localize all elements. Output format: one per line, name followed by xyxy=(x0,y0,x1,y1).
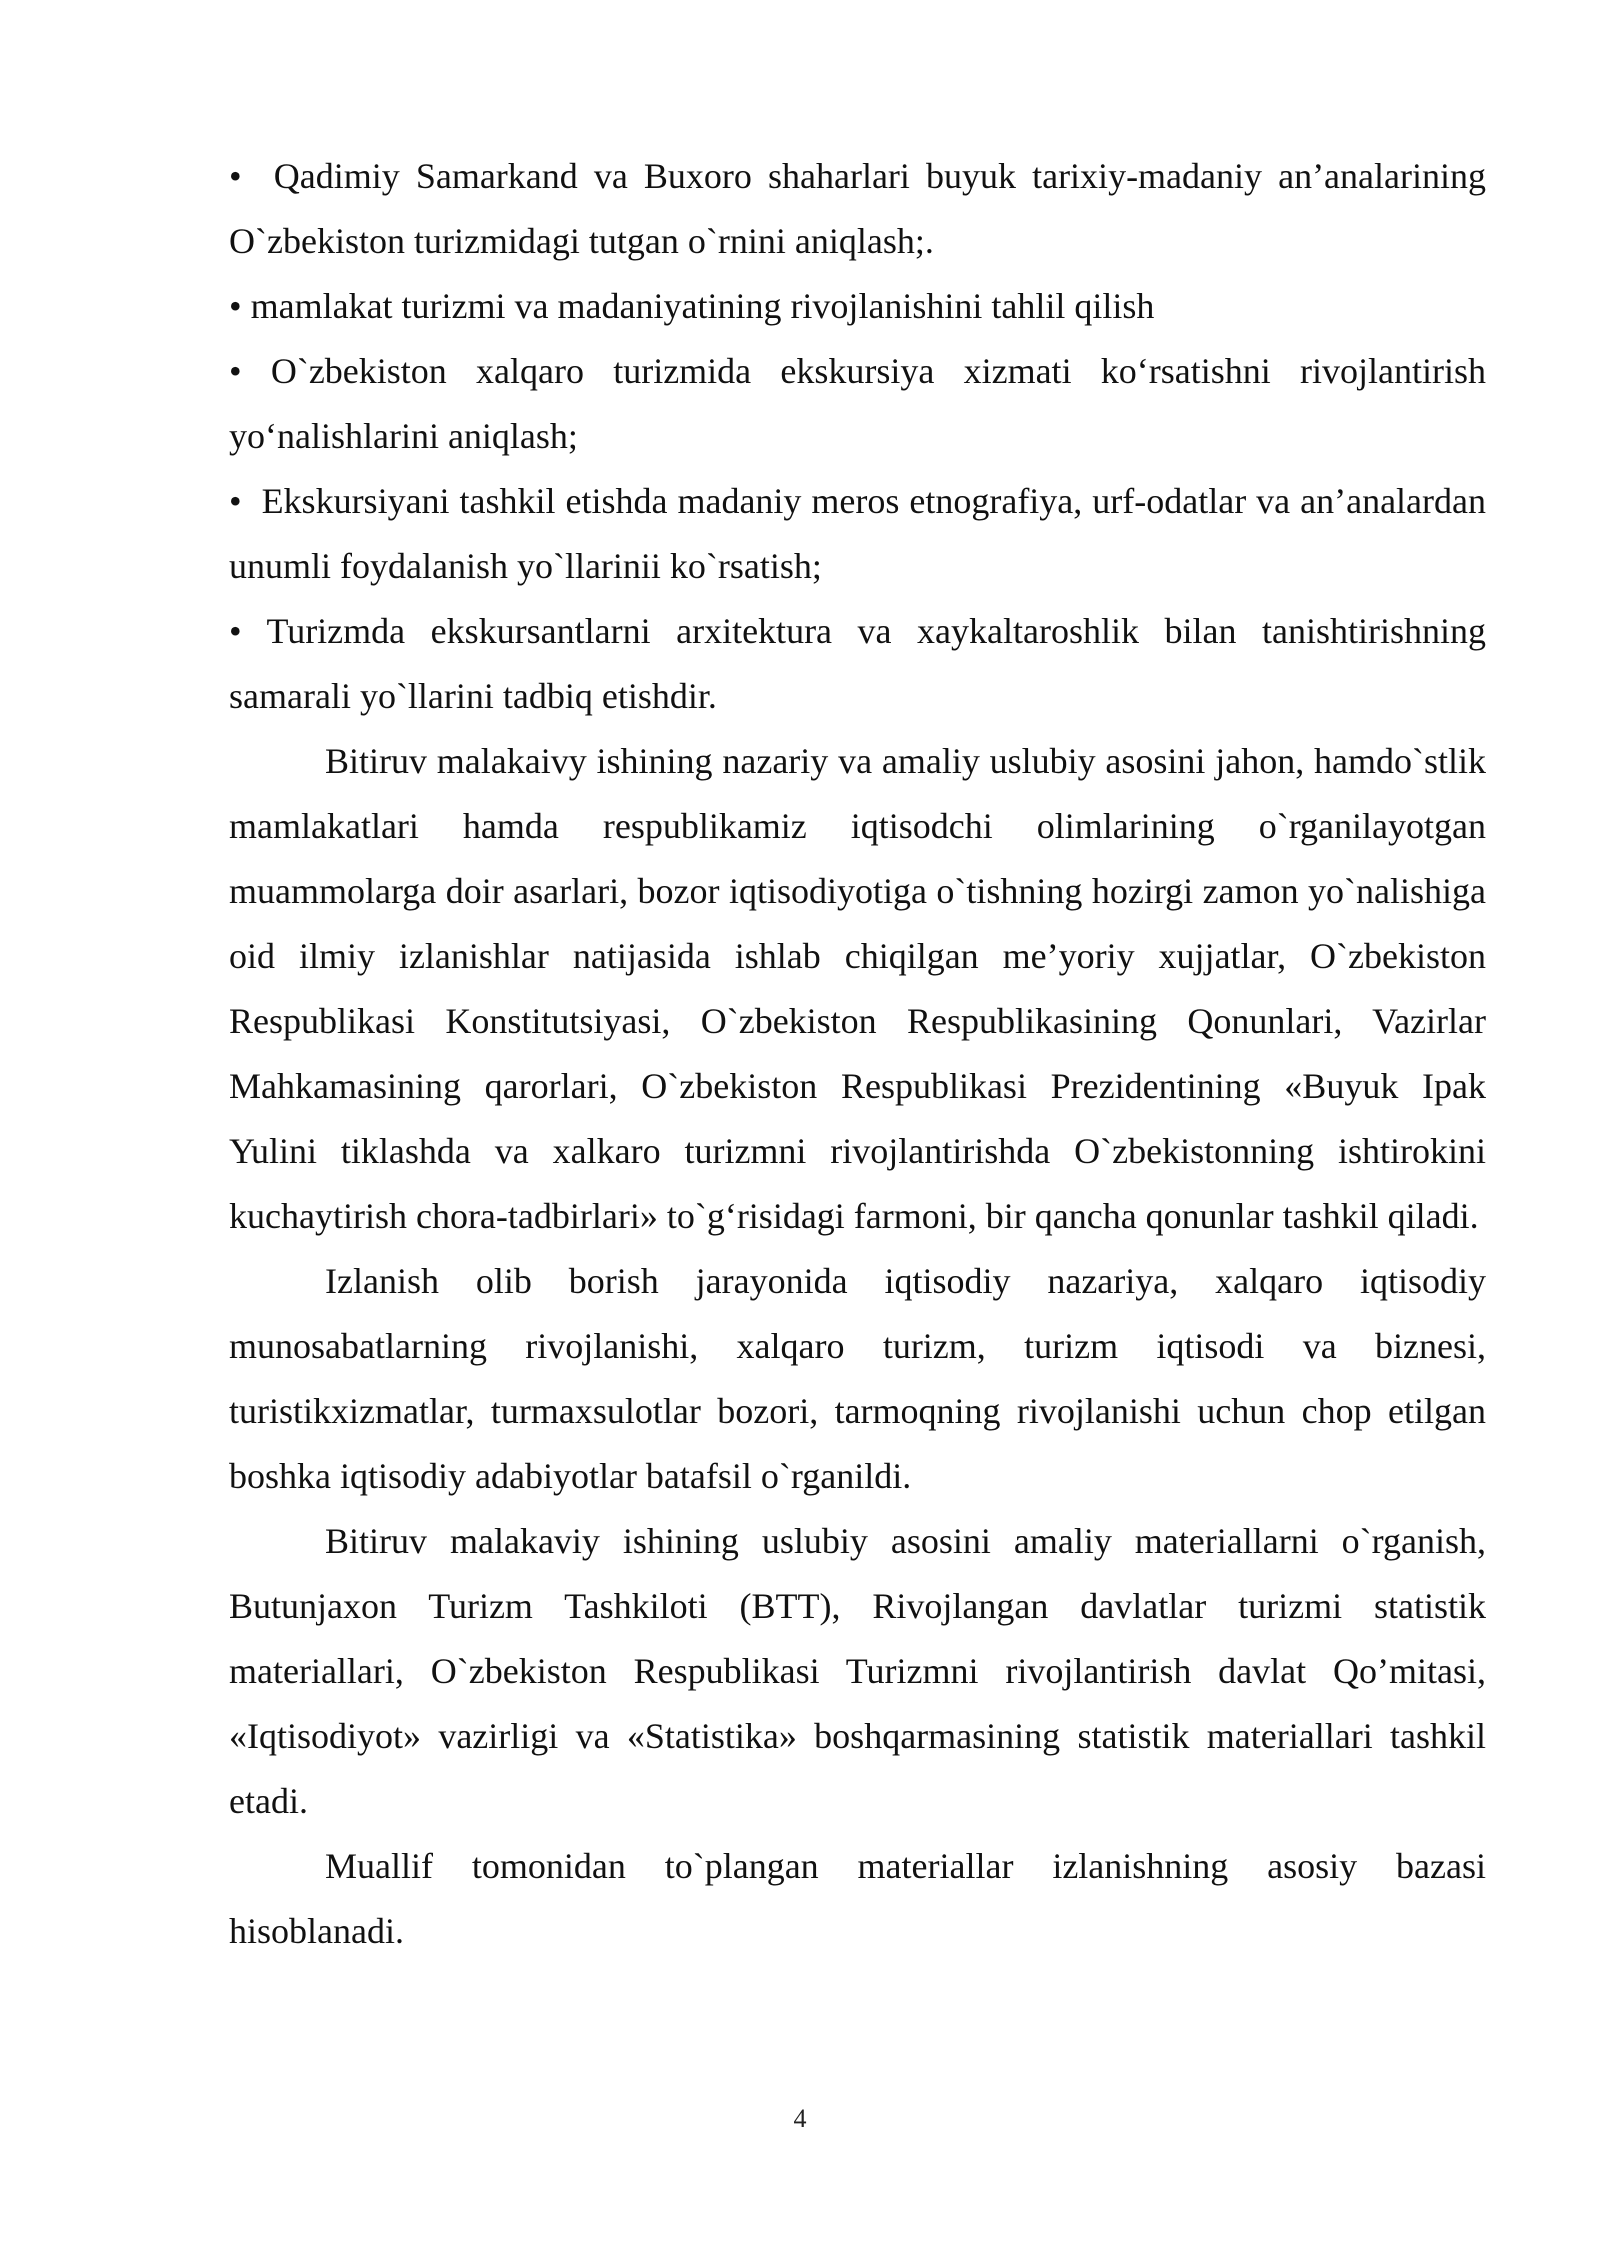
bullet-item: • O`zbekiston xalqaro turizmida ekskursiya xizmati koʻrsatishni rivojlantirish yoʻnalishlarini aniqlash; xyxy=(229,351,1486,456)
page-number: 4 xyxy=(793,2104,807,2133)
bullet-item: • Turizmda ekskursantlarni arxitektura va xaykaltaroshlik bilan tanishtirishning samarali yo`llarini tadbiq etishdir. xyxy=(229,611,1486,716)
body-paragraph: Bitiruv malakaivy ishining nazariy va amaliy uslubiy asosini jahon, hamdo`stlik mamlakatlari hamda respublikamiz iqtisodchi olimlarining o`rganilayotgan muammolarga doir asarlari, bozor iqtisodiyotiga o`tishning hozirgi zamon yo`nalishiga oid ilmiy izlanishlar natijasida ishlab chiqilgan me’yoriy xujjatlar, O`zbekiston Respublikasi Konstitutsiyasi, O`zbekiston Respublikasining Qonunlari, Vazirlar Mahkamasining qarorlari, O`zbekiston Respublikasi Prezidentining «Buyuk Ipak Yulini tiklashda va xalkaro turizmni rivojlantirishda O`zbekistonning ishtirokini kuchaytirish chora-tadbirlari» to`gʻrisidagi farmoni, bir qancha qonunlar tashkil qiladi. xyxy=(229,741,1486,1236)
bullet-item: • mamlakat turizmi va madaniyatining rivojlanishini tahlil qilish xyxy=(229,286,1155,326)
body-paragraph: Izlanish olib borish jarayonida iqtisodiy nazariya, xalqaro iqtisodiy munosabatlarning rivojlanishi, xalqaro turizm, turizm iqtisodi va biznesi, turistikxizmatlar, turmaxsulotlar bozori, tarmoqning rivojlanishi uchun chop etilgan boshka iqtisodiy adabiyotlar batafsil o`rganildi. xyxy=(229,1261,1486,1496)
body-paragraph: Muallif tomonidan to`plangan materiallar izlanishning asosiy bazasi hisoblanadi. xyxy=(229,1846,1486,1951)
bullet-item: • Qadimiy Samarkand va Buxoro shaharlari buyuk tarixiy-madaniy an’analarining O`zbekiston turizmidagi tutgan o`rnini aniqlash;. xyxy=(229,156,1486,261)
body-paragraph: Bitiruv malakaviy ishining uslubiy asosini amaliy materiallarni o`rganish, Butunjaxon Turizm Tashkiloti (BTT), Rivojlangan davlatlar turizmi statistik materiallari, O`zbekiston Respublikasi Turizmni rivojlantirish davlat Qo’mitasi, «Iqtisodiyot» vazirligi va «Statistika» boshqarmasining statistik materiallari tashkil etadi. xyxy=(229,1521,1486,1821)
page-body xyxy=(229,144,1486,1964)
bullet-item: • Ekskursiyani tashkil etishda madaniy meros etnografiya, urf-odatlar va an’analardan unumli foydalanish yo`llarinii ko`rsatish; xyxy=(229,481,1486,586)
